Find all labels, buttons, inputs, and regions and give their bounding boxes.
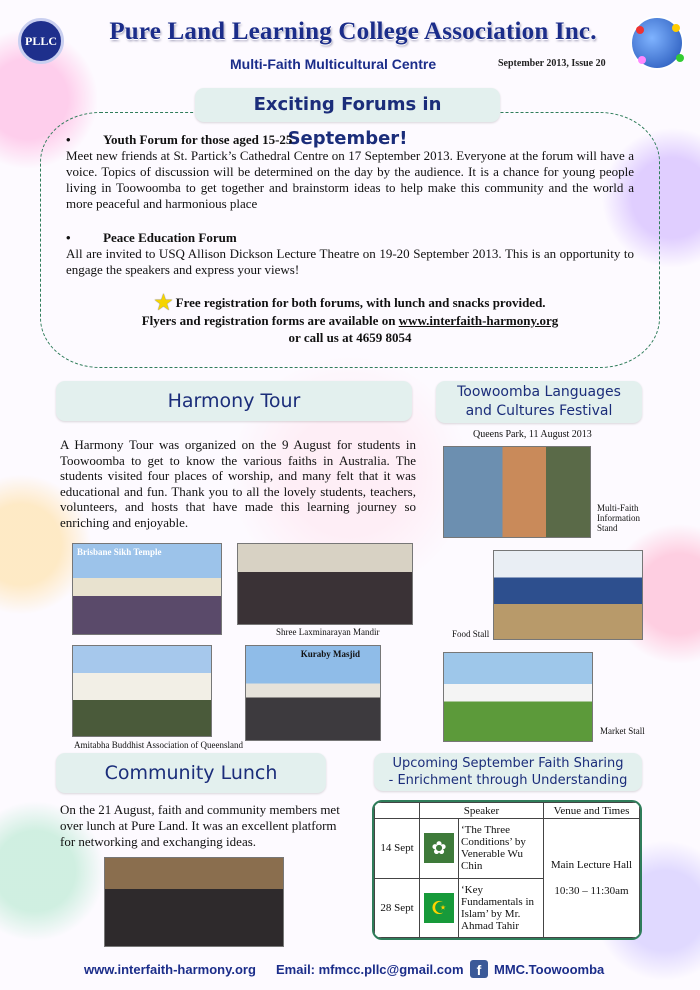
harmony-tour-text: A Harmony Tour was organized on the 9 August for students in Toowoomba to get to know the various faiths in Australia. The students visited four places of worship, and many felt that it was educational and fun. Thank you to all the lovely students, teachers, volunteers, and hosts that have made this learning journey so enriching and enjoyable. xyxy=(60,437,416,530)
lotus-icon: ✿ xyxy=(424,833,454,863)
sikh-temple-photo: Brisbane Sikh Temple xyxy=(72,543,222,635)
food-stall-photo xyxy=(493,550,643,640)
buddhist-association-caption: Amitabha Buddhist Association of Queensland xyxy=(74,740,243,750)
facebook-icon[interactable]: f xyxy=(470,960,488,978)
row2-date: 28 Sept xyxy=(375,878,420,938)
footer-facebook[interactable]: MMC.Toowoomba xyxy=(494,962,605,977)
forums-title: Exciting Forums in September! xyxy=(195,88,500,122)
festival-date: Queens Park, 11 August 2013 xyxy=(473,429,592,440)
harmony-globe-logo xyxy=(630,16,684,70)
venue-header: Venue and Times xyxy=(544,803,640,819)
mandir-photo xyxy=(237,543,413,625)
registration-info: ★ Free registration for both forums, with lunch and snacks provided. Flyers and registration forms are available on www.interfaith-harmony.org or call us at 4659 8054 xyxy=(66,294,634,346)
community-lunch-title: Community Lunch xyxy=(56,753,326,793)
newsletter-subtitle: Multi-Faith Multicultural Centre xyxy=(230,56,437,72)
star-icon: ★ xyxy=(154,292,173,314)
faith-sharing-table xyxy=(372,800,642,940)
info-stand-caption: Multi-Faith Information Stand xyxy=(597,503,640,533)
phone-line: or call us at 4659 8054 xyxy=(288,330,412,345)
pllc-logo: PLLC xyxy=(18,18,64,64)
footer-website[interactable]: www.interfaith-harmony.org xyxy=(84,962,256,977)
upcoming-title: Upcoming September Faith Sharing - Enrichment through Understanding xyxy=(374,753,642,791)
youth-forum-text: Meet new friends at St. Partick’s Cathedral Centre on 17 September 2013. Everyone at the forum will have a voice. Topics of discussion will be determined on the day by the audience. It is a chance for young people living in Toowoomba to get together and brainstorm ideas to help make this community and the world a more peaceful and harmonious place xyxy=(66,148,634,211)
mandir-caption: Shree Laxminarayan Mandir xyxy=(276,627,380,637)
market-stall-photo xyxy=(443,652,593,742)
row2-speaker: ‘Key Fundamentals in Islam’ by Mr. Ahmad Tahir xyxy=(459,878,544,938)
harmony-tour-title: Harmony Tour xyxy=(56,381,412,421)
community-lunch-photo xyxy=(104,857,284,947)
newsletter-title: Pure Land Learning College Association Inc. xyxy=(109,18,597,45)
forums-content xyxy=(66,132,634,346)
community-lunch-text: On the 21 August, faith and community members met over lunch at Pure Land. It was an excellent platform for networking and exchanging ideas. xyxy=(60,802,340,849)
peace-forum-heading: • Peace Education Forum xyxy=(66,230,237,245)
issue-label: September 2013, Issue 20 xyxy=(498,58,606,69)
market-stall-caption: Market Stall xyxy=(600,726,645,736)
row1-speaker: ‘The Three Conditions’ by Venerable Wu Chin xyxy=(459,819,544,879)
speaker-header: Speaker xyxy=(420,803,544,819)
festival-title: Toowoomba Languages and Cultures Festival xyxy=(436,381,642,423)
info-stand-photo xyxy=(443,446,591,538)
peace-forum-text: All are invited to USQ Allison Dickson Lecture Theatre on 19-20 September 2013. This is an opportunity to engage the speakers and express your views! xyxy=(66,246,634,277)
website-link[interactable]: www.interfaith-harmony.org xyxy=(398,313,559,328)
food-stall-caption: Food Stall xyxy=(452,629,490,639)
venue-times: Main Lecture Hall 10:30 – 11:30am xyxy=(544,819,640,938)
row1-date: 14 Sept xyxy=(375,819,420,879)
footer-email[interactable]: Email: mfmcc.pllc@gmail.com xyxy=(276,962,464,977)
buddhist-association-photo xyxy=(72,645,212,737)
crescent-star-icon: ☪ xyxy=(424,893,454,923)
masjid-photo: Kuraby Masjid xyxy=(245,645,381,741)
youth-forum-heading: • Youth Forum for those aged 15-25 xyxy=(66,132,293,147)
